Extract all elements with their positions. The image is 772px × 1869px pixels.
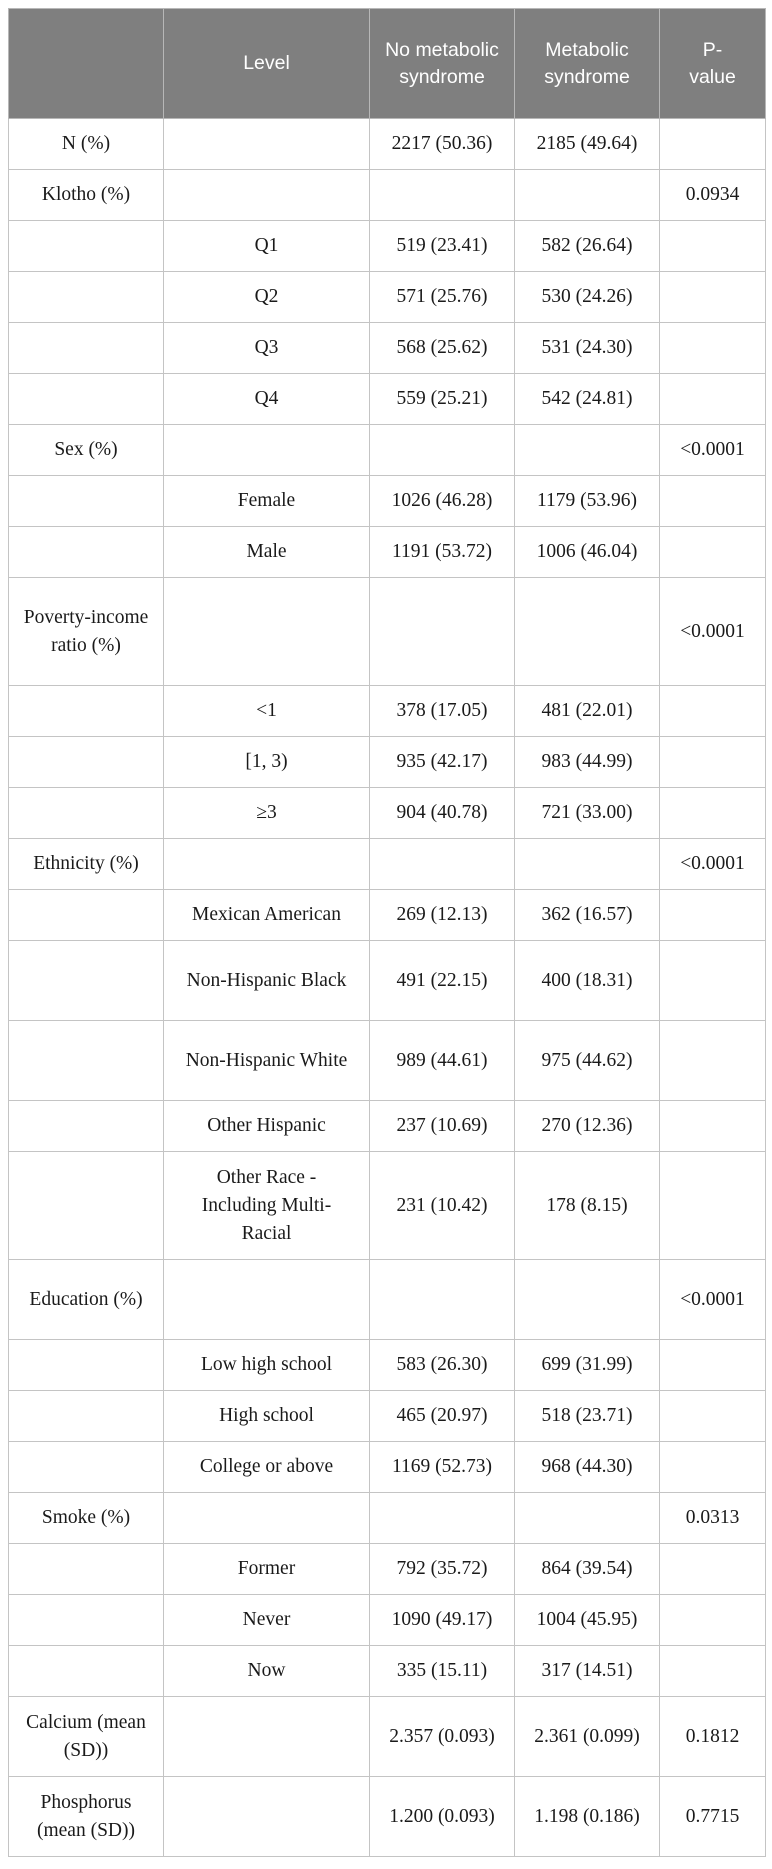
cell-variable: Calcium (mean (SD)) [9,1697,164,1777]
cell-p-value [660,221,766,272]
cell-variable [9,221,164,272]
cell-p-value [660,1021,766,1101]
cell-no-metabolic-syndrome: 1.200 (0.093) [370,1777,515,1857]
header-p-value: P-value [660,9,766,119]
cell-metabolic-syndrome: 699 (31.99) [515,1340,660,1391]
cell-variable [9,686,164,737]
table-row [9,119,766,170]
cell-metabolic-syndrome: 400 (18.31) [515,941,660,1021]
header-level: Level [164,9,370,119]
cell-p-value [660,1595,766,1646]
table-row [9,839,766,890]
cell-p-value [660,1442,766,1493]
cell-p-value [660,890,766,941]
cell-metabolic-syndrome: 983 (44.99) [515,737,660,788]
cell-level: Q4 [164,374,370,425]
cell-p-value [660,119,766,170]
cell-metabolic-syndrome: 1179 (53.96) [515,476,660,527]
cell-p-value: <0.0001 [660,1260,766,1340]
cell-no-metabolic-syndrome [370,578,515,686]
cell-level: [1, 3) [164,737,370,788]
cell-level: Other Race - Including Multi-Racial [164,1152,370,1260]
table-row [9,1595,766,1646]
cell-level: Other Hispanic [164,1101,370,1152]
cell-no-metabolic-syndrome: 571 (25.76) [370,272,515,323]
cell-variable [9,1391,164,1442]
cell-level: Low high school [164,1340,370,1391]
table-row [9,425,766,476]
cell-variable: Ethnicity (%) [9,839,164,890]
header-no-metabolic-syndrome: No metabolic syndrome [370,9,515,119]
cell-p-value: 0.0934 [660,170,766,221]
cell-level: Non-Hispanic White [164,1021,370,1101]
cell-metabolic-syndrome [515,425,660,476]
cell-p-value [660,476,766,527]
header-metabolic-syndrome: Metabolic syndrome [515,9,660,119]
cell-no-metabolic-syndrome: 1090 (49.17) [370,1595,515,1646]
cell-metabolic-syndrome [515,839,660,890]
cell-variable [9,788,164,839]
cell-level [164,1697,370,1777]
table-row [9,476,766,527]
cell-no-metabolic-syndrome: 465 (20.97) [370,1391,515,1442]
cell-variable [9,1340,164,1391]
cell-metabolic-syndrome [515,578,660,686]
cell-level: <1 [164,686,370,737]
cell-p-value: <0.0001 [660,578,766,686]
cell-no-metabolic-syndrome: 1191 (53.72) [370,527,515,578]
cell-level [164,1260,370,1340]
cell-variable [9,1101,164,1152]
cell-level [164,1493,370,1544]
cell-p-value [660,1101,766,1152]
table-row [9,1646,766,1697]
table-row [9,890,766,941]
cell-no-metabolic-syndrome [370,1260,515,1340]
cell-no-metabolic-syndrome [370,839,515,890]
table-body [9,119,766,1857]
cell-p-value: <0.0001 [660,839,766,890]
cell-no-metabolic-syndrome: 2.357 (0.093) [370,1697,515,1777]
cell-p-value [660,323,766,374]
cell-metabolic-syndrome: 2185 (49.64) [515,119,660,170]
header-row [9,9,766,119]
cell-variable [9,476,164,527]
table-header [9,9,766,119]
cell-no-metabolic-syndrome [370,1493,515,1544]
cell-p-value [660,272,766,323]
cell-variable: Smoke (%) [9,1493,164,1544]
cell-metabolic-syndrome: 975 (44.62) [515,1021,660,1101]
cell-level: Never [164,1595,370,1646]
cell-p-value [660,788,766,839]
cell-no-metabolic-syndrome: 792 (35.72) [370,1544,515,1595]
cell-metabolic-syndrome: 317 (14.51) [515,1646,660,1697]
cell-p-value: 0.7715 [660,1777,766,1857]
cell-variable [9,374,164,425]
cell-metabolic-syndrome [515,170,660,221]
data-table [8,8,766,1857]
cell-variable [9,1021,164,1101]
table-row [9,221,766,272]
cell-level [164,839,370,890]
table-row [9,323,766,374]
table-row [9,1544,766,1595]
cell-level: Male [164,527,370,578]
table-row [9,170,766,221]
table-row [9,578,766,686]
cell-metabolic-syndrome: 582 (26.64) [515,221,660,272]
cell-variable [9,1544,164,1595]
cell-metabolic-syndrome: 178 (8.15) [515,1152,660,1260]
table-row [9,272,766,323]
cell-variable: Sex (%) [9,425,164,476]
table-row [9,1021,766,1101]
cell-variable: Phosphorus (mean (SD)) [9,1777,164,1857]
cell-metabolic-syndrome: 270 (12.36) [515,1101,660,1152]
cell-p-value [660,1646,766,1697]
table-row [9,527,766,578]
cell-variable [9,941,164,1021]
table-row [9,374,766,425]
cell-no-metabolic-syndrome: 935 (42.17) [370,737,515,788]
cell-p-value [660,1152,766,1260]
cell-variable [9,323,164,374]
cell-no-metabolic-syndrome: 904 (40.78) [370,788,515,839]
table-row [9,1391,766,1442]
cell-metabolic-syndrome: 2.361 (0.099) [515,1697,660,1777]
cell-metabolic-syndrome: 542 (24.81) [515,374,660,425]
cell-no-metabolic-syndrome: 231 (10.42) [370,1152,515,1260]
cell-metabolic-syndrome: 531 (24.30) [515,323,660,374]
cell-metabolic-syndrome: 481 (22.01) [515,686,660,737]
cell-p-value [660,1544,766,1595]
cell-no-metabolic-syndrome: 519 (23.41) [370,221,515,272]
cell-level: Q3 [164,323,370,374]
cell-level: Female [164,476,370,527]
cell-level [164,1777,370,1857]
table-row [9,1260,766,1340]
cell-level [164,119,370,170]
cell-level: Mexican American [164,890,370,941]
cell-p-value [660,374,766,425]
cell-metabolic-syndrome: 530 (24.26) [515,272,660,323]
cell-p-value: <0.0001 [660,425,766,476]
cell-no-metabolic-syndrome: 269 (12.13) [370,890,515,941]
cell-no-metabolic-syndrome: 378 (17.05) [370,686,515,737]
cell-variable: Klotho (%) [9,170,164,221]
cell-variable [9,1646,164,1697]
cell-variable [9,272,164,323]
cell-metabolic-syndrome: 1.198 (0.186) [515,1777,660,1857]
cell-level: Former [164,1544,370,1595]
cell-metabolic-syndrome: 518 (23.71) [515,1391,660,1442]
table-row [9,1101,766,1152]
table-row [9,1152,766,1260]
cell-variable [9,527,164,578]
cell-no-metabolic-syndrome: 2217 (50.36) [370,119,515,170]
cell-level: Q1 [164,221,370,272]
cell-no-metabolic-syndrome: 583 (26.30) [370,1340,515,1391]
cell-no-metabolic-syndrome: 491 (22.15) [370,941,515,1021]
table-row [9,737,766,788]
cell-no-metabolic-syndrome: 1169 (52.73) [370,1442,515,1493]
cell-level [164,425,370,476]
cell-no-metabolic-syndrome: 237 (10.69) [370,1101,515,1152]
cell-no-metabolic-syndrome: 335 (15.11) [370,1646,515,1697]
table-row [9,1340,766,1391]
cell-level [164,170,370,221]
cell-metabolic-syndrome: 1004 (45.95) [515,1595,660,1646]
cell-variable [9,737,164,788]
table-row [9,1442,766,1493]
cell-level: College or above [164,1442,370,1493]
cell-p-value [660,686,766,737]
cell-metabolic-syndrome: 864 (39.54) [515,1544,660,1595]
cell-p-value [660,1340,766,1391]
cell-no-metabolic-syndrome [370,425,515,476]
cell-level: High school [164,1391,370,1442]
table-row [9,686,766,737]
table-row [9,1777,766,1857]
cell-variable [9,1152,164,1260]
cell-metabolic-syndrome: 1006 (46.04) [515,527,660,578]
cell-no-metabolic-syndrome: 1026 (46.28) [370,476,515,527]
cell-variable: Poverty-income ratio (%) [9,578,164,686]
cell-metabolic-syndrome: 362 (16.57) [515,890,660,941]
cell-level: ≥3 [164,788,370,839]
cell-variable [9,1595,164,1646]
cell-no-metabolic-syndrome: 559 (25.21) [370,374,515,425]
cell-level: Now [164,1646,370,1697]
cell-level [164,578,370,686]
cell-metabolic-syndrome: 968 (44.30) [515,1442,660,1493]
cell-p-value [660,737,766,788]
table-row [9,1697,766,1777]
table-row [9,788,766,839]
cell-p-value [660,527,766,578]
cell-variable: N (%) [9,119,164,170]
cell-no-metabolic-syndrome [370,170,515,221]
cell-no-metabolic-syndrome: 989 (44.61) [370,1021,515,1101]
cell-p-value [660,941,766,1021]
cell-variable [9,1442,164,1493]
cell-p-value [660,1391,766,1442]
cell-no-metabolic-syndrome: 568 (25.62) [370,323,515,374]
cell-level: Q2 [164,272,370,323]
cell-metabolic-syndrome [515,1493,660,1544]
cell-p-value: 0.0313 [660,1493,766,1544]
cell-variable [9,890,164,941]
cell-level: Non-Hispanic Black [164,941,370,1021]
cell-variable: Education (%) [9,1260,164,1340]
table-row [9,1493,766,1544]
cell-metabolic-syndrome: 721 (33.00) [515,788,660,839]
table-row [9,941,766,1021]
header-variable [9,9,164,119]
cell-metabolic-syndrome [515,1260,660,1340]
cell-p-value: 0.1812 [660,1697,766,1777]
